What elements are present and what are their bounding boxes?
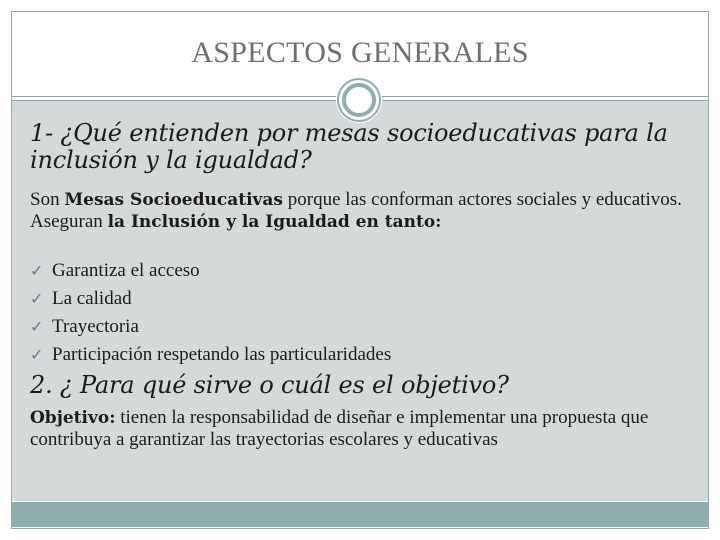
slide-title: ASPECTOS GENERALES [191,36,529,69]
objective-label: Objetivo: [30,408,116,428]
question-2-heading: 2. ¿ Para qué sirve o cuál es el objetivo? [30,371,509,399]
checkmark-icon: ✓ [30,319,44,336]
checkmark-icon: ✓ [30,291,44,308]
checkmark-icon: ✓ [30,263,44,280]
list-item-label: Participación respetando las particularidades [52,344,392,365]
circle-ornament-icon [336,77,382,123]
list-item [30,285,391,313]
answer-1-prefix: Son [30,189,65,210]
question-1-heading: 1- ¿Qué entienden por mesas socioeducativas para la inclusión y la igualdad? [30,119,668,174]
checkmark-icon: ✓ [30,347,44,364]
answer-2-paragraph [30,407,695,451]
list-item-label: La calidad [52,288,132,309]
checklist [30,257,391,369]
list-item [30,313,391,341]
list-item-label: Garantiza el acceso [52,260,200,281]
answer-1-middle: porque las conforman actores sociales y educativos. Aseguran [30,189,682,232]
answer-1-bold-phrase: la Inclusión y la Igualdad en tanto: [107,212,442,232]
list-item-label: Trayectoria [52,316,139,337]
list-item [30,341,391,369]
bottom-accent-bar [12,502,708,527]
answer-1-bold-term: Mesas Socioeducativas [64,190,284,210]
answer-1-paragraph [30,189,695,233]
objective-text: tienen la responsabilidad de diseñar e implementar una propuesta que contribuya a garantizar las trayectorias escolares y educativas [30,407,649,450]
list-item [30,257,391,285]
